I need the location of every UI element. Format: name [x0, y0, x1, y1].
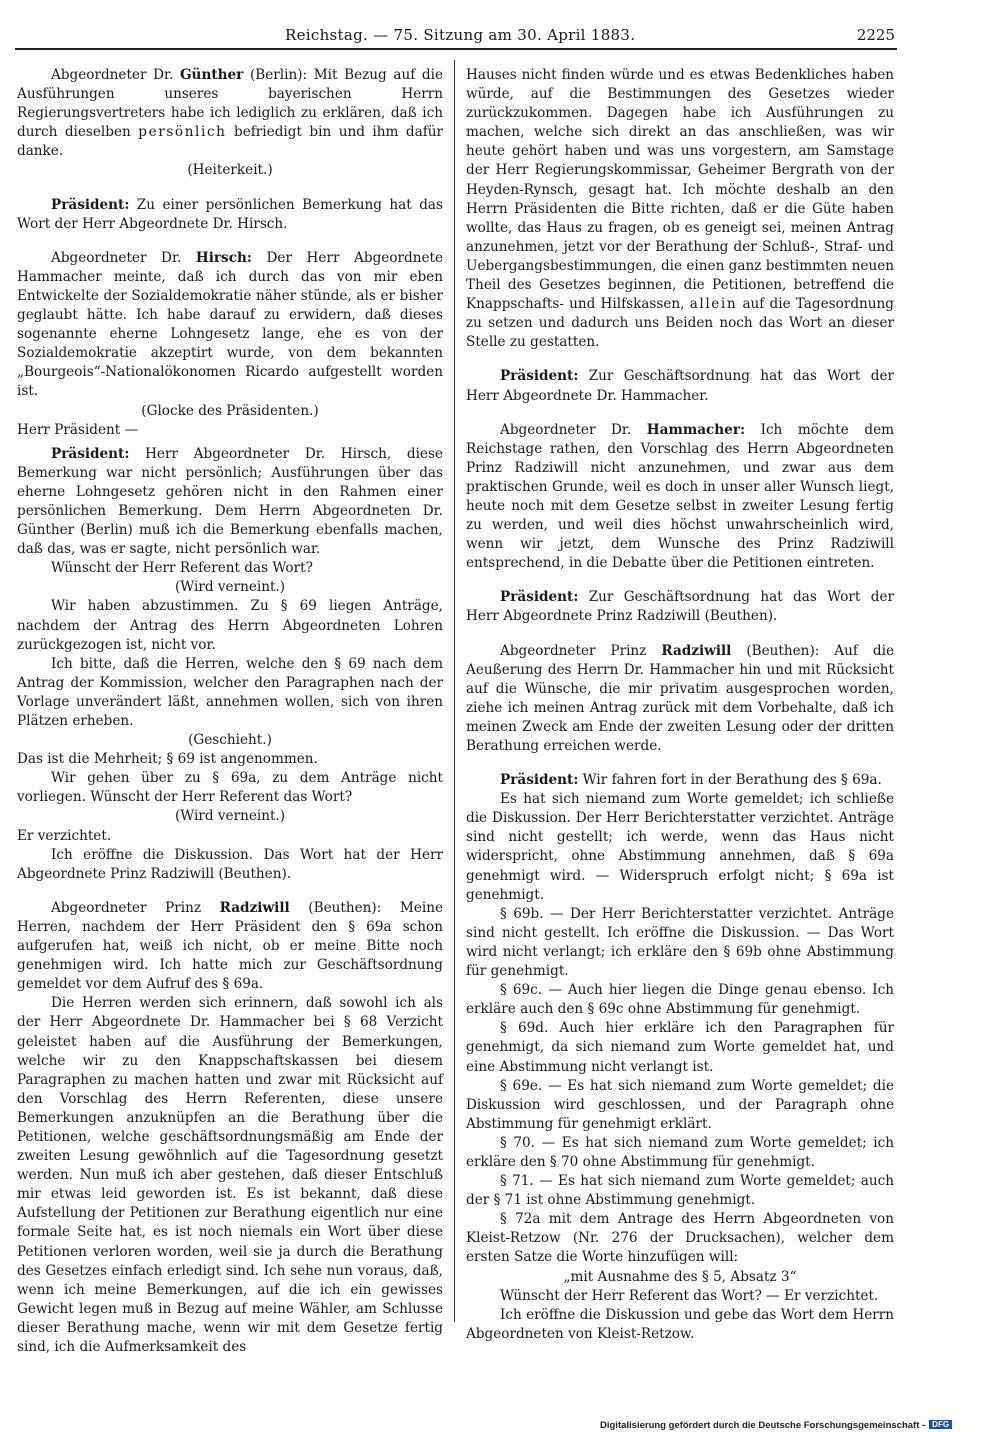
header-rule	[15, 48, 897, 50]
paragraph: Wünscht der Herr Referent das Wort?	[51, 560, 313, 577]
right-column	[466, 66, 894, 1344]
stage-direction: (Wird verneint.)	[174, 579, 286, 596]
page-number: 2225	[856, 26, 895, 44]
paragraph: Er verzichtet.	[17, 827, 112, 844]
paragraph: Herr Präsident —	[17, 421, 139, 438]
paragraph: Ich bitte, daß die Herren, welche den § 69 nach dem Antrag der Kommission, welcher den Paragraphen nach der Vorlage unverändert läßt, annehmen wollen, sich von ihren Plätzen erheben.	[17, 655, 443, 729]
speech-radziwill: Abgeordneter Prinz Radziwill (Beuthen): Meine Herren, nachdem der Herr Präsident den § 69a schon aufgerufen hat, weiß ich nicht, ob er meine Bitte noch genehmigen wird. Ich hatte mich zur Geschäftsordnung gemeldet vor dem Aufruf des § 69a.	[17, 899, 444, 993]
paragraph: Ich eröffne die Diskussion und gebe das Wort dem Herrn Abgeordneten von Kleist-Retzow.	[466, 1306, 894, 1342]
paragraph: Ich eröffne die Diskussion. Das Wort hat der Herr Abgeordnete Prinz Radziwill (Beuthen).	[17, 846, 443, 882]
paragraph: Es hat sich niemand zum Worte gemeldet; ich schließe die Diskussion. Der Herr Berichterstatter verzichtet. Anträge sind nicht gestellt; ich werde, wenn das Haus nicht widerspricht, ohne Abstimmung annehmen, daß § 69a genehmigt wird. — Widerspruch erfolgt nicht; § 69a ist genehmigt.	[466, 791, 894, 903]
stage-direction: (Wird verneint.)	[174, 808, 286, 825]
paragraph: § 69d. Auch hier erkläre ich den Paragraphen für genehmigt, da sich niemand zum Worte gemeldet hat, und eine Abstimmung nicht verlangt ist.	[466, 1020, 894, 1075]
digitization-credit	[600, 1420, 992, 1432]
stage-direction: (Heiterkeit.)	[187, 162, 273, 179]
credit-text: Digitalisierung gefördert durch die Deutsche Forschungsgemeinschaft -	[600, 1420, 926, 1431]
speech-president: Präsident: Zur Geschäftsordnung hat das Wort der Herr Abgeordnete Dr. Hammacher.	[466, 368, 894, 404]
paragraph: § 72a mit dem Antrage des Herrn Abgeordneten von Kleist-Retzow (Nr. 276 der Drucksachen), welcher dem ersten Satze die Worte hinzufügen will:	[466, 1211, 894, 1266]
quoted-amendment: „mit Ausnahme des § 5, Absatz 3“	[563, 1268, 797, 1285]
running-title: Reichstag. — 75. Sitzung am 30. April 1883.	[285, 26, 636, 44]
speech-president: Präsident: Zur Geschäftsordnung hat das Wort der Herr Abgeordnete Prinz Radziwill (Beuthen).	[466, 589, 894, 625]
paragraph: Wir gehen über zu § 69a, zu dem Anträge nicht vorliegen. Wünscht der Herr Referent das Wort?	[17, 770, 443, 806]
stage-direction: (Glocke des Präsidenten.)	[141, 402, 319, 419]
paragraph: § 71. — Es hat sich niemand zum Worte gemeldet; auch der § 71 ist ohne Abstimmung genehmigt.	[466, 1173, 894, 1209]
paragraph: Die Herren werden sich erinnern, daß sowohl ich als der Herr Abgeordnete Dr. Hammacher bei § 68 Verzicht geleistet haben auf die Ausführung der Bemerkungen, welche wir zu den Knappschaftskassen bei diesem Paragraphen zu machen hatten und zwar mit Rücksicht auf den Vorschlag des Herrn Referenten, diese unsere Bemerkungen anzuknüpfen an die Berathung über die Petitionen, welche geschäftsordnungsmäßig am Ende der zweiten Lesung gewöhnlich auf die Tagesordnung gesetzt werden. Nun muß ich aber gestehen, daß dieser Entschluß mir etwas leid geworden ist. Es ist bekannt, daß diese Aufstellung der Petitionen zur Berathung eigentlich nur eine formale Seite hat, es ist noch niemals ein Wort über diese Petitionen verloren worden, weil sie ja durch die Berathung des Gesetzes einfach erledigt sind. Ich sehe nun voraus, daß, wenn ich meine Bemerkungen, auf die ich ein gewisses Gewicht legen muß in Bezug auf meine Wähler, am Schlusse dieser Berathung mache, wenn wir mit dem Gesetze fertig sind, ich die Aufmerksamkeit des	[17, 995, 443, 1355]
speech-guenther: Abgeordneter Dr. Günther (Berlin): Mit Bezug auf die Ausführungen unseres bayerischen Herrn Regierungsvertreters habe ich lediglich zu erklären, daß ich durch dieselben persönlich befriedigt bin und ihm dafür danke.	[17, 67, 444, 160]
left-column	[17, 66, 443, 1357]
running-header	[15, 26, 895, 48]
speech-radziwill-continued: Hauses nicht finden würde und es etwas Bedenkliches haben würde, auf die Bestimmungen des Gesetzes wieder zurückzukommen. Dagegen habe ich Ausführungen zu machen, welche sich direkt an das anschließen, was wir heute gehört haben und was uns vorgestern, am Samstage der Herr Regierungskommissar, Geheimer Bergrath von der Heyden-Rynsch, gesagt hat. Ich möchte deshalb an den Herrn Präsidenten die Bitte richten, daß er die Güte haben wollte, das Haus zu fragen, ob es geneigt sei, meinen Antrag anzunehmen, jetzt vor der Berathung der Schluß-, Straf- und Uebergangsbestimmungen, die einen ganz bestimmten neuen Theil des Gesetzes beginnen, die Petitionen, betreffend die Knappschafts- und Hilfskassen, allein auf die Tagesordnung zu setzen und dadurch uns Beiden noch das Wort an dieser Stelle zu gestatten.	[466, 67, 894, 351]
speech-radziwill: Abgeordneter Prinz Radziwill (Beuthen): Auf die Aeußerung des Herrn Dr. Hammacher hin und mit Rücksicht auf die Wünsche, die mir privatim ausgesprochen worden, ziehe ich meinen Antrag zurück mit dem Vorbehalte, daß ich meinen Zweck am Ende der zweiten Lesung oder der dritten Berathung erreichen werde.	[466, 642, 894, 754]
paragraph: Wünscht der Herr Referent das Wort? — Er verzichtet.	[500, 1287, 879, 1304]
stage-direction: (Geschieht.)	[188, 732, 272, 749]
paragraph: § 69b. — Der Herr Berichterstatter verzichtet. Anträge sind nicht gestellt. Ich eröffne die Diskussion. — Das Wort wird nicht verlangt; ich erkläre den § 69b ohne Abstimmung für genehmigt.	[466, 905, 894, 980]
speech-hirsch: Abgeordneter Dr. Hirsch: Der Herr Abgeordnete Hammacher meinte, daß ich durch das von mir eben Entwickelte der Sozialdemokratie näher stünde, als er bisher geglaubt hätte. Ich habe darauf zu erwidern, daß dieses sogenannte eherne Lohngesetz lange, ehe es von der Sozialdemokratie akzeptirt wurde, von dem bekannten „Bourgeois“-Nationalökonomen Ricardo aufgestellt worden ist.	[17, 249, 444, 400]
paragraph: Das ist die Mehrheit; § 69 ist angenommen.	[17, 751, 318, 768]
paragraph: Wir haben abzustimmen. Zu § 69 liegen Anträge, nachdem der Antrag des Herrn Abgeordneten Lohren zurückgezogen ist, nicht vor.	[17, 598, 443, 653]
paragraph: § 69c. — Auch hier liegen die Dinge genau ebenso. Ich erkläre auch den § 69c ohne Abstimmung für genehmigt.	[466, 982, 894, 1018]
speech-president: Präsident: Zu einer persönlichen Bemerkung hat das Wort der Herr Abgeordnete Dr. Hirsch.	[17, 196, 443, 232]
dfg-logo: DFG	[929, 1420, 952, 1429]
speech-president: Präsident: Herr Abgeordneter Dr. Hirsch, diese Bemerkung war nicht persönlich; Ausführungen über das eherne Lohngesetz gehören nicht in den Rahmen einer persönlichen Bemerkung. Dem Herrn Abgeordneten Dr. Günther (Berlin) muß ich die Bemerkung ebenfalls machen, daß das, was er sagte, nicht persönlich war.	[17, 445, 443, 558]
speech-president: Präsident: Wir fahren fort in der Berathung des § 69a.	[500, 772, 882, 789]
speech-hammacher: Abgeordneter Dr. Hammacher: Ich möchte dem Reichstage rathen, den Vorschlag des Herrn Abgeordneten Prinz Radziwill nicht anzunehmen, und zwar aus dem praktischen Grunde, weil es doch in unser aller Wunsch liegt, heute noch mit dem Gesetze selbst in zweiter Lesung fertig zu werden, und weil dies höchst unwahrscheinlich wird, wenn wir jetzt, dem Wunsche des Prinz Radziwill entsprechend, in die Debatte über die Petitionen eintreten.	[466, 421, 895, 572]
paragraph: § 69e. — Es hat sich niemand zum Worte gemeldet; die Diskussion wird geschlossen, und der Paragraph ohne Abstimmung für genehmigt erklärt.	[466, 1077, 894, 1132]
column-divider	[454, 60, 455, 1322]
paragraph: § 70. — Es hat sich niemand zum Worte gemeldet; ich erkläre den § 70 ohne Abstimmung für genehmigt.	[466, 1134, 894, 1170]
